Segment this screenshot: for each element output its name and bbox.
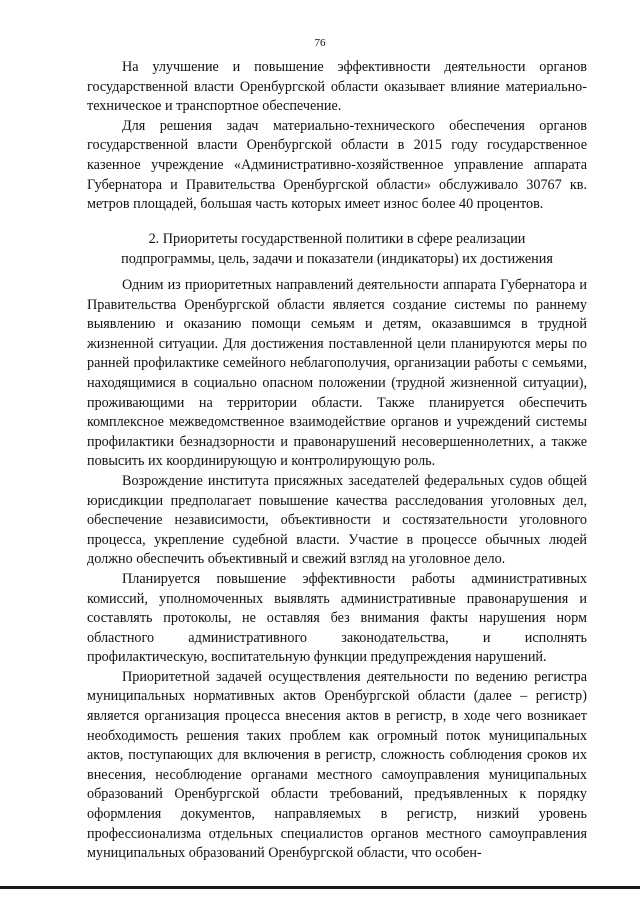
paragraph: Приоритетной задачей осуществления деятельности по ведению регистра муниципальных нормативных актов Оренбургской области (далее – регистр) является организация процесса внесения актов в регистр, в ходе чего возникает необходимость решения таких проблем как огромный поток муниципальных актов, поступающих для включения в регистр, сложность соблюдения сроков их внесения, несоблюдение органами местного самоуправления муниципальных образований Оренбургской области требований, предъявленных к порядку оформления документов, направляемых в регистр, низкий уровень профессионализма отдельных специалистов органов местного самоуправления муниципальных образований Оренбургской области, что особен- bbox=[87, 668, 587, 862]
paragraph: Одним из приоритетных направлений деятельности аппарата Губернатора и Правительства Оренбургской области является создание системы по раннему выявлению и оказанию помощи семьям и детям, оказавшимся в трудной жизненной ситуации. Для достижения поставленной цели планируются меры по ранней профилактике семейного неблагополучия, организации работы с семьями, находящимися в социально опасном положении (трудной жизненной ситуации), проживающими на территории области. Также планируется обеспечить комплексное межведомственное взаимодействие органов и учреждений системы профилактики безнадзорности и правонарушений несовершеннолетних, а также повысить их координирующую и контролирующую роль. bbox=[87, 277, 587, 470]
section-heading bbox=[87, 230, 587, 269]
page-bottom-rule bbox=[0, 886, 640, 889]
paragraph: Возрождение института присяжных заседателей федеральных судов общей юрисдикции предполагает повышение качества расследования уголовных дел, обеспечение независимости, объективности и состязательности уголовного процесса, укрепление судебной власти. Участие в процессе обычных людей должно обеспечить объективный и свежий взгляд на уголовное дело. bbox=[87, 472, 587, 568]
section-body-text bbox=[87, 276, 587, 864]
section-heading-line: подпрограммы, цель, задачи и показатели (индикаторы) их достижения bbox=[121, 250, 553, 267]
intro-text-block bbox=[87, 58, 587, 215]
paragraph: Для решения задач материально-технического обеспечения органов государственной власти Оренбургской области в 2015 году государственное казенное учреждение «Административно-хозяйственное управление аппарата Губернатора и Правительства Оренбургской области» обслуживало 30767 кв. метров площадей, большая часть которых имеет износ более 40 процентов. bbox=[87, 117, 587, 213]
page-number: 76 bbox=[314, 37, 326, 49]
paragraph: Планируется повышение эффективности работы административных комиссий, уполномоченных выявлять административные правонарушения и составлять протоколы, не оставляя без внимания факты нарушения норм областного административного законодательства, и исполнять профилактическую, воспитательную функции предупреждения нарушений. bbox=[87, 570, 587, 666]
section-heading-line: 2. Приоритеты государственной политики в сфере реализации bbox=[148, 231, 526, 247]
paragraph: На улучшение и повышение эффективности деятельности органов государственной власти Оренбургской области оказывает влияние материально-техническое и транспортное обеспечение. bbox=[87, 59, 587, 115]
